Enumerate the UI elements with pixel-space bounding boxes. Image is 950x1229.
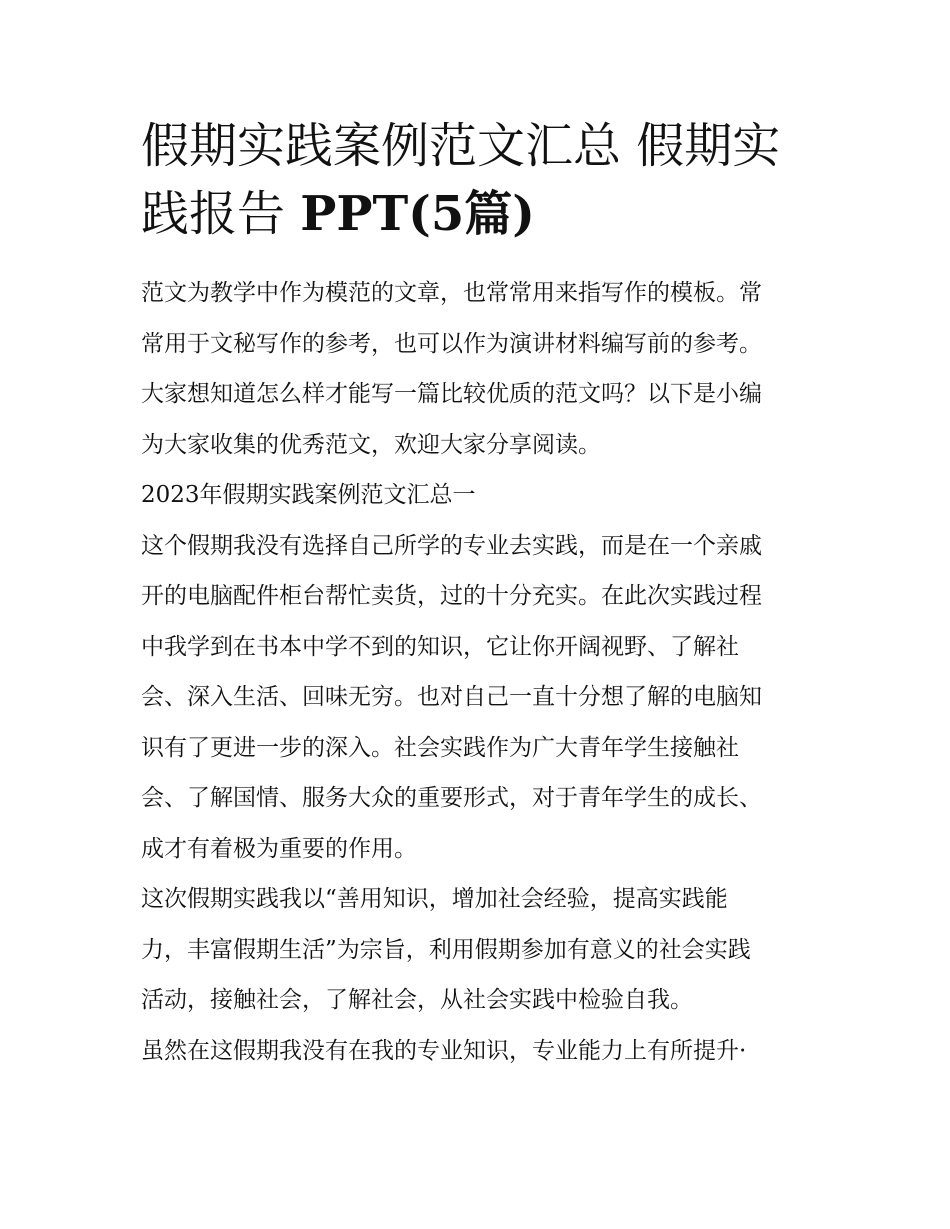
body-line: 活动，接触社会，了解社会，从社会实践中检验自我。 xyxy=(141,987,693,1013)
body-line: 识有了更进一步的深入。社会实践作为广大青年学生接触社 xyxy=(141,734,739,761)
body-line: 这次假期实践我以“善用知识，增加社会经验，提高实践能 xyxy=(141,886,728,912)
title-bold-suffix: PPT(5篇) xyxy=(300,186,535,242)
body-line: 中我学到在书本中学不到的知识，它让你开阔视野、了解社 xyxy=(141,633,739,660)
body-line: 力，丰富假期生活”为宗旨，利用假期参加有意义的社会实践 xyxy=(141,936,751,963)
intro-line: 范文为教学中作为模范的文章，也常常用来指写作的模板。常 xyxy=(141,280,762,306)
document-page xyxy=(141,112,813,1076)
body-text xyxy=(141,521,813,1077)
title-line-2 xyxy=(141,180,813,248)
section-heading: 2023年假期实践案例范文汇总一 xyxy=(141,482,476,508)
body-line: 会、了解国情、服务大众的重要形式，对于青年学生的成长、 xyxy=(141,785,762,811)
title-line-2-text: 践报告 xyxy=(141,186,301,242)
intro-paragraph xyxy=(141,268,813,470)
intro-line: 大家想知道怎么样才能写一篇比较优质的范文吗？以下是小编 xyxy=(141,381,762,407)
body-line: 开的电脑配件柜台帮忙卖货，过的十分充实。在此次实践过程 xyxy=(141,583,762,609)
body-line: 会、深入生活、回味无穷。也对自己一直十分想了解的电脑知 xyxy=(141,684,762,710)
body-line: 成才有着极为重要的作用。 xyxy=(141,835,417,862)
body-line: 这个假期我没有选择自己所学的专业去实践，而是在一个亲戚 xyxy=(141,532,762,559)
intro-line: 常用于文秘写作的参考，也可以作为演讲材料编写前的参考。 xyxy=(141,330,762,357)
document-title xyxy=(141,112,813,248)
body-line: 虽然在这假期我没有在我的专业知识，专业能力上有所提升· xyxy=(141,1037,747,1064)
intro-line: 为大家收集的优秀范文，欢迎大家分享阅读。 xyxy=(141,431,601,458)
title-line-1: 假期实践案例范文汇总 假期实 xyxy=(141,118,781,174)
